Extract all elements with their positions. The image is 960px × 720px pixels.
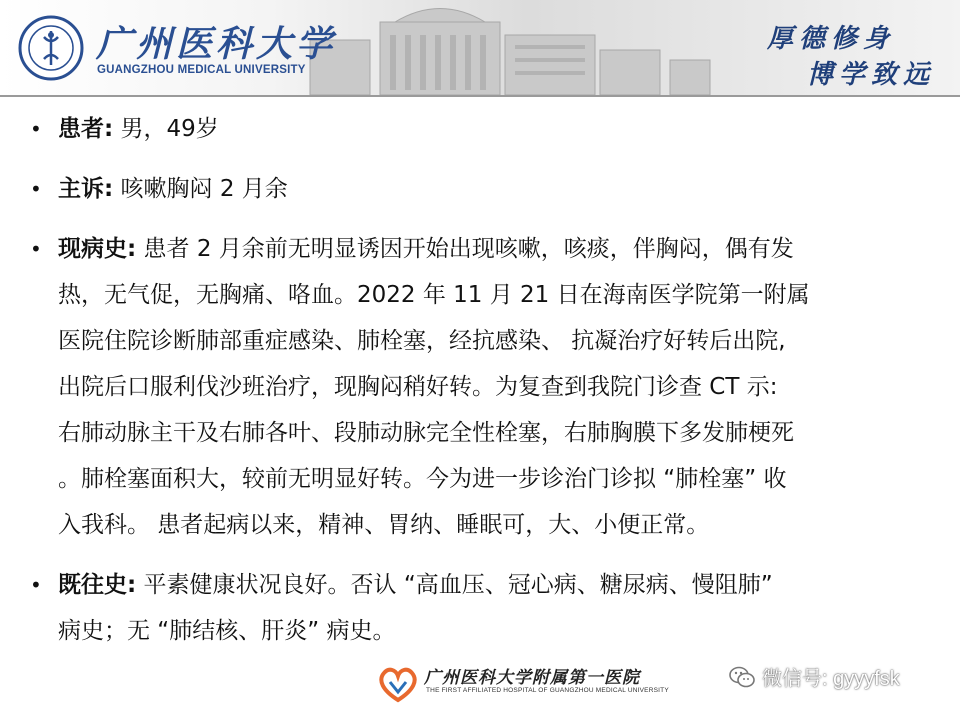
present-illness-line: 出院后口服利伐沙班治疗，现胸闷稍好转。为复查到我院门诊查 CT 示: (58, 374, 778, 400)
header-banner (0, 0, 960, 97)
university-name-en: GUANGZHOU MEDICAL UNIVERSITY (97, 64, 306, 76)
bullet: • (30, 177, 42, 201)
hospital-logo (376, 664, 420, 704)
case-summary (28, 106, 933, 654)
present-illness-label: 现病史: (58, 236, 137, 262)
motto-line-1: 厚德修身 (767, 24, 896, 54)
past-history-item (28, 562, 933, 654)
present-illness-line: 现病史: 患者 2 月余前无明显诱因开始出现咳嗽，咳痰，伴胸闷，偶有发 (58, 236, 794, 262)
bullet: • (30, 237, 42, 261)
patient-text: 男，49岁 (120, 116, 219, 142)
patient-item (28, 106, 933, 152)
university-seal-logo (18, 15, 84, 81)
present-illness-line: 医院住院诊断肺部重症感染、肺栓塞，经抗感染、 抗凝治疗好转后出院, (58, 328, 786, 354)
present-illness-line: 右肺动脉主干及右肺各叶、段肺动脉完全性栓塞，右肺胸膜下多发肺梗死 (58, 420, 794, 446)
chief-complaint-item (28, 166, 933, 212)
wechat-icon (728, 664, 756, 690)
hospital-name-cn: 广州医科大学附属第一医院 (424, 668, 640, 688)
patient-label: 患者: (58, 116, 114, 142)
university-name-cn: 广州医科大学 (96, 23, 337, 65)
chief-complaint-label: 主诉: (58, 176, 114, 202)
past-history-line: 既往史: 平素健康状况良好。否认 “高血压、冠心病、糖尿病、慢阻肺” (58, 572, 773, 598)
past-history-label: 既往史: (58, 572, 137, 598)
header-divider (0, 95, 960, 97)
bullet: • (30, 117, 42, 141)
chief-complaint-text: 咳嗽胸闷 2 月余 (120, 176, 288, 202)
present-illness-item (28, 226, 933, 548)
present-illness-line: 热，无气促，无胸痛、咯血。2022 年 11 月 21 日在海南医学院第一附属 (58, 282, 810, 308)
bullet: • (30, 573, 42, 597)
present-illness-line: 。肺栓塞面积大，较前无明显好转。今为进一步诊治门诊拟 “肺栓塞” 收 (58, 466, 787, 492)
wechat-watermark (728, 662, 900, 691)
present-illness-line: 入我科。 患者起病以来，精神、胃纳、睡眠可，大、小便正常。 (58, 512, 710, 538)
wechat-id-text: 微信号: gyyyfsk (762, 668, 900, 690)
motto-line-2: 博学致远 (807, 60, 936, 90)
past-history-line: 病史；无 “肺结核、肝炎” 病史。 (58, 618, 396, 644)
hospital-name-en: THE FIRST AFFILIATED HOSPITAL OF GUANGZHOU MEDICAL UNIVERSITY (426, 687, 669, 694)
